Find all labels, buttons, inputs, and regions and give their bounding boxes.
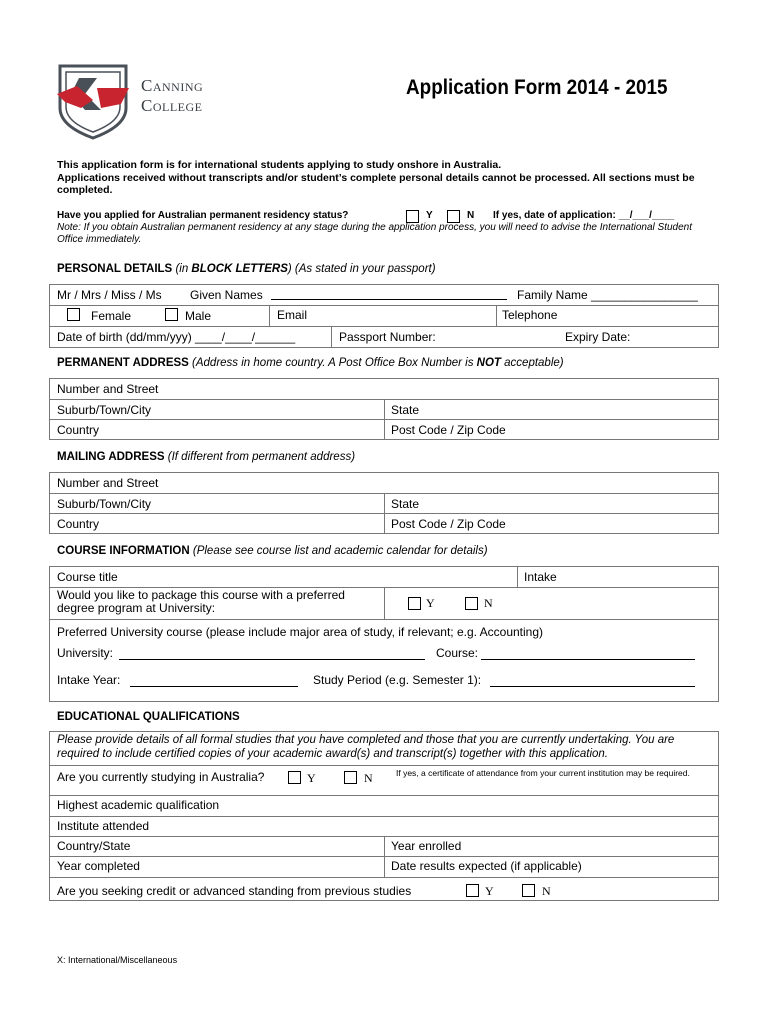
telephone-label: Telephone: [502, 308, 558, 322]
university-label: University:: [57, 646, 114, 660]
date-results-label: Date results expected (if applicable): [391, 859, 582, 873]
educational-qualifications-heading: EDUCATIONAL QUALIFICATIONS: [57, 711, 240, 723]
female-label: Female: [91, 309, 132, 323]
study-period-label: Study Period (e.g. Semester 1):: [313, 673, 482, 687]
country-state-label: Country/State: [57, 839, 131, 853]
study-period-input[interactable]: [490, 686, 695, 687]
residency-note: Note: If you obtain Australian permanent residency at any stage during the application process, you will need to advise the International Student Office immediately.: [57, 222, 693, 245]
intro-text: [57, 159, 717, 197]
residency-date-field[interactable]: If yes, date of application: __/___/____: [493, 210, 675, 221]
mailing-address-heading: MAILING ADDRESS (If different from permanent address): [57, 451, 356, 463]
residency-no-label: N: [467, 210, 475, 221]
passport-number-label: Passport Number:: [339, 330, 436, 344]
residency-question: Have you applied for Australian permanent residency status?: [57, 210, 349, 221]
package-question: Would you like to package this course with a preferred degree program at University:: [57, 588, 345, 615]
intro-line-2: Applications received without transcripts and/or student’s complete personal details cannot be processed. All sections must be completed.: [57, 171, 695, 196]
credit-yes-label: Y: [485, 884, 494, 898]
family-name-field[interactable]: Family Name ________________: [517, 288, 698, 302]
mail-state-label: State: [391, 497, 420, 511]
university-input[interactable]: [119, 659, 425, 660]
package-yes-label: Y: [426, 596, 435, 610]
perm-country-label: Country: [57, 423, 100, 437]
education-instructions: Please provide details of all formal studies that you have completed and those that you are currently undertaking. You are required to include certified copies of your academic award(s) and transcript(s) together with this application.: [57, 734, 675, 760]
course-label: Course:: [436, 646, 479, 660]
given-names-input[interactable]: [271, 299, 507, 300]
mail-suburb-label: Suburb/Town/City: [57, 497, 152, 511]
credit-no-label: N: [542, 884, 551, 898]
college-name: [141, 76, 203, 116]
male-checkbox[interactable]: [165, 308, 178, 321]
intake-label: Intake: [524, 570, 557, 584]
canning-college-logo: [57, 64, 129, 140]
highest-qualification-label: Highest academic qualification: [57, 798, 220, 812]
package-no-checkbox[interactable]: [465, 597, 478, 610]
studying-yes-checkbox[interactable]: [288, 771, 301, 784]
studying-no-checkbox[interactable]: [344, 771, 357, 784]
mail-postcode-label: Post Code / Zip Code: [391, 517, 506, 531]
course-title-label: Course title: [57, 570, 118, 584]
intro-line-1: This application form is for international students applying to study onshore in Australia.: [57, 159, 502, 171]
course-information-box: [49, 566, 719, 702]
permanent-address-box: [49, 378, 719, 440]
college-name-line1: Canning: [141, 76, 204, 95]
title-label: Mr / Mrs / Miss / Ms: [57, 288, 162, 302]
credit-no-checkbox[interactable]: [522, 884, 535, 897]
studying-no-label: N: [364, 771, 373, 785]
credit-yes-checkbox[interactable]: [466, 884, 479, 897]
perm-suburb-label: Suburb/Town/City: [57, 403, 152, 417]
footer-code: X: International/Miscellaneous: [57, 955, 178, 965]
male-label: Male: [185, 309, 212, 323]
given-names-label: Given Names: [190, 288, 263, 302]
dob-field[interactable]: Date of birth (dd/mm/yyy) ____/____/______: [57, 330, 296, 344]
package-no-label: N: [484, 596, 493, 610]
studying-question: Are you currently studying in Australia?: [57, 770, 265, 784]
course-input[interactable]: [481, 659, 695, 660]
intake-year-input[interactable]: [130, 686, 298, 687]
email-label: Email: [277, 308, 308, 322]
mailing-address-box: [49, 472, 719, 534]
permanent-address-heading: PERMANENT ADDRESS (Address in home country. A Post Office Box Number is NOT acceptable): [57, 357, 564, 369]
perm-postcode-label: Post Code / Zip Code: [391, 423, 506, 437]
certificate-note: If yes, a certificate of attendance from your current institution may be required.: [396, 768, 690, 778]
education-box: [49, 731, 719, 901]
credit-question: Are you seeking credit or advanced standing from previous studies: [57, 884, 412, 898]
personal-details-heading: PERSONAL DETAILS (in BLOCK LETTERS) (As stated in your passport): [57, 263, 436, 275]
mail-country-label: Country: [57, 517, 100, 531]
institute-attended-label: Institute attended: [57, 819, 150, 833]
form-title: Application Form 2014 - 2015: [406, 76, 668, 99]
personal-details-box: [49, 284, 719, 348]
college-name-line2: College: [141, 96, 203, 115]
expiry-date-label: Expiry Date:: [565, 330, 631, 344]
preferred-course-label: Preferred University course (please include major area of study, if relevant; e.g. Accounting): [57, 625, 544, 639]
residency-yes-label: Y: [426, 210, 433, 221]
intake-year-label: Intake Year:: [57, 673, 121, 687]
mail-street-label: Number and Street: [57, 476, 159, 490]
year-enrolled-label: Year enrolled: [391, 839, 462, 853]
year-completed-label: Year completed: [57, 859, 140, 873]
course-information-heading: COURSE INFORMATION (Please see course list and academic calendar for details): [57, 545, 488, 557]
studying-yes-label: Y: [307, 771, 316, 785]
perm-state-label: State: [391, 403, 420, 417]
female-checkbox[interactable]: [67, 308, 80, 321]
perm-street-label: Number and Street: [57, 382, 159, 396]
package-yes-checkbox[interactable]: [408, 597, 421, 610]
